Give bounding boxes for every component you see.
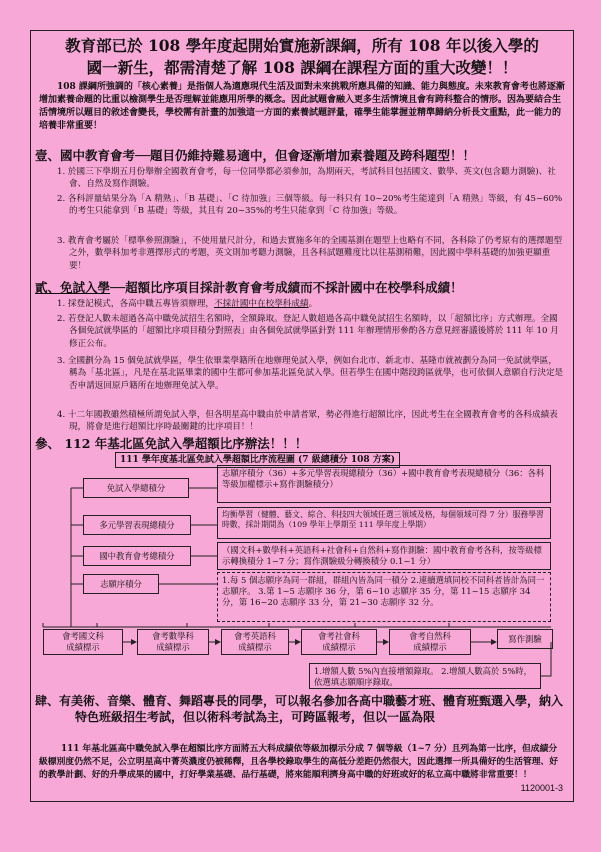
flow-exam-note: （國文科+數學科+英語科+社會科+自然科+寫作測驗：國中教育會考各科，按等級標示轉換積分 1~7 分；寫作測驗級分轉換積分 0.1~1 分）	[217, 542, 551, 570]
flow-exam-score: 國中教育會考總積分	[83, 546, 191, 566]
document-frame	[30, 30, 574, 802]
title-line-2: 國一新生，都需清楚了解 108 課綱在課程方面的重大改變！！	[86, 58, 518, 77]
flow-subject-writing: 寫作測驗	[497, 629, 553, 649]
section1-item-2: 2. 各科評量結果分為「A 精熟」、「B 基礎」、「C 待加強」三個等級。每一科只有 10~20%考生能達到「A 精熟」等級，有 45~60%的考生只能拿到「B 基礎」等級，其且有 20~35%的考生只能拿到「C 待加強」等級。	[57, 194, 563, 217]
section2-item-1-end: 。	[308, 299, 318, 309]
section2-item-2: 2. 若登記人數未超過各高中職免試招生名額時，全額錄取。登記人數超過各高中職免試招生名額時，以「超額比序」方式辦理。全國各個免試就學區的「超額比序項目積分對照表」由各個免試就學區針對 111 年辦理情形參酌各方意見經審議後將於 111 年 10 月修正公布。	[57, 314, 559, 349]
section2-item-3: 3. 全國劃分為 15 個免試就學區，學生依畢業學籍所在地辦理免試入學，例如台北市、新北市、基隆市就被劃分為同一免試就學區，稱為「基北區」，凡是在基北區畢業的國中生都可參加基北區免試入學。但若學生在國中階段跨區就學，也可依個人意願自行決定是否申請返回原戶籍所在地辦理免試入學。	[57, 356, 564, 391]
section3-heading: 參、 112 年基北區免試入學超額比序辦法！！！	[35, 436, 308, 451]
flow-title: 111 學年度基北區免試入學超額比序流程圖 (7 級總積分 108 方案)	[115, 452, 400, 468]
intro-paragraph: 108 課綱所強調的「核心素養」是指個人為適應現代生活及面對未來挑戰所應具備的知識、能力與態度。未來教育會考也將逐漸增加素養命題的比重以檢測學生是否理解並能應用所學的概念。因此試題會融入更多生活情境且會有跨科整合的情形。因為要結合生活情境所以題目的敘述會變長，學校需有計畫的加強這一方面的素養試題評量，確學生能掌握並精準歸納分析長文重點，此一能力的培養非常重要！	[39, 82, 565, 131]
flow-multi-note: 均衡學習（健體、藝文、綜合、科技四大領域任選三領域及格，每個領域可得 7 分）服務學習時數，採計期間為（109 學年上學期至 111 學年度上學期）	[217, 507, 551, 539]
section2-item-1-underline: 不採計國中在校學科成績	[214, 299, 309, 309]
flow-subject-chinese: 會考國文科 成績標示	[43, 629, 123, 655]
page-code: 1120001-3	[520, 783, 563, 793]
flow-total-score: 免試入學總積分	[83, 478, 189, 498]
section2-item-4: 4. 十二年國教雖然積極所謂免試入學，但各明星高中職由於申請者眾，勢必得進行超額比序，因此考生在全國教育會考的各科成績表現，將會是進行超額比序時最關鍵的比序項目！！	[57, 410, 558, 433]
flow-multi-score: 多元學習表現總積分	[83, 515, 191, 535]
flow-subject-science: 會考自然科 成績標示	[389, 629, 471, 655]
flow-wish-score: 志願序積分	[83, 574, 159, 594]
flow-subject-english: 會考英語科 成績標示	[221, 629, 289, 655]
title-line-1: 教育部已於 108 學年度起開始實施新課綱，所有 108 年以後入學的	[65, 36, 539, 55]
flow-subject-social: 會考社會科 成績標示	[301, 629, 377, 655]
section4-heading: 肆、有美術、音樂、體育、舞蹈專長的同學，可以報名參加各高中職藝才班、體育班甄選入學，納入特色班級招生考試，但以術科考試為主，可跨區報考，但以一區為限	[35, 694, 564, 724]
section1-heading: 壹、國中教育會考──題目仍維持難易適中，但會逐漸增加素養題及跨科題型！！	[35, 148, 476, 163]
section1-item-1: 1. 於國三下學期五月份舉辦全國教育會考，每一位同學都必須參加，為期兩天，考試科目包括國文、數學、英文(包含聽力測驗)、社會、自然及寫作測驗。	[57, 167, 556, 190]
flow-total-note: 志願序積分（36）+多元學習表現總積分（36）+國中教育會考表現總積分（36：各科等級加權標示+寫作測驗積分）	[217, 465, 551, 503]
flow-subject-math: 會考數學科 成績標示	[137, 629, 209, 655]
section2-item-1-text: 1. 採登記模式，各高中職五專皆須辦理，	[57, 299, 215, 309]
section2-heading-label: 貳、免試入學	[35, 280, 111, 295]
flow-result-note: 1.增額人數 5%內直接增額錄取。 2.增額人數高於 5%時，依選填志願順序錄取。	[309, 663, 541, 689]
section2-heading-text: ──超額比序項目採計教育會考成績而不採計國中在校學科成績！	[110, 280, 463, 295]
closing-paragraph: 111 年基北區高中職免試入學在超額比序方面將五大科成績依等級加標示分成 7 個等級（1~7 分）且列為第一比序，但成績分級標別度仍然不足，公立明星高中菁英濃度仍被稀釋，且各學校錄取學生的高低分差距仍然很大，因此選擇一所具備好的生活管理、好的教學計劃、好的升學成果的國中，打好學業基礎、品行基礎，將來能順利擠身高中職的好班或好的私立高中職將非常重要！！	[39, 744, 559, 780]
flow-wish-note: 1.每 5 個志願序為同一群組，群組內皆為同一積分 2.連續選填同校不同科者皆計為同一志願序。 3.第 1~5 志願序 36 分，第 6~10 志願序 35 分，第 11~15 志願序 34 分，第 16~20 志願序 33 分，第 21~30 志願序 32 分。	[217, 572, 551, 622]
section1-item-3: 3. 教育會考屬於「標準參照測驗」，不使用量尺計分，和過去實施多年的全國基測在題型上也略有不同，各科除了仍考原有的選擇題型之外，數學科加考非選擇形式的考題，英文則加考聽力測驗，且各科試題難度比以往基測稍難，因此國中學科基礎的加強更顯重要！	[57, 236, 563, 271]
